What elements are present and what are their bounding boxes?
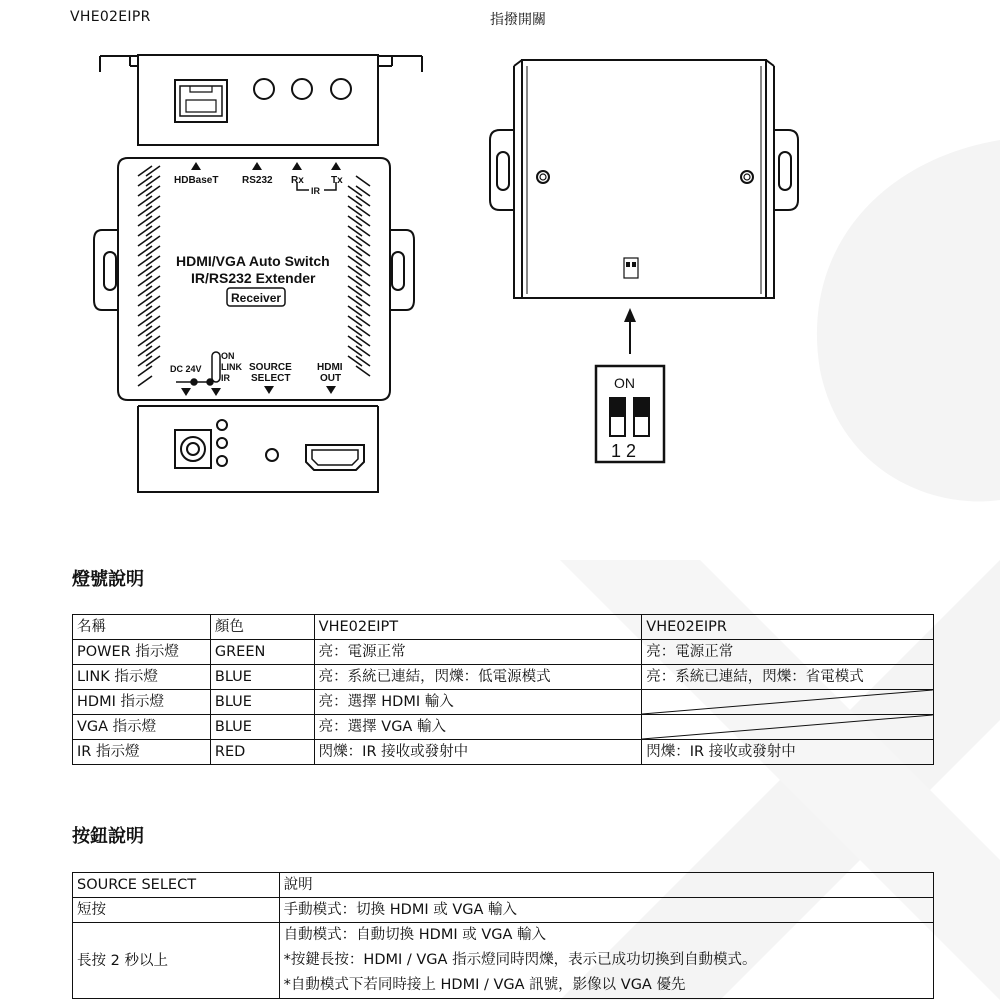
led-indicator-icon — [292, 79, 312, 99]
hdmi-port-icon — [306, 445, 364, 470]
table-row — [73, 715, 934, 740]
model-label: VHE02EIPR — [70, 9, 151, 25]
description-line: *按鍵長按：HDMI / VGA 指示燈同時閃爍，表示已成功切換到自動模式。 — [283, 952, 757, 968]
source-select-button-icon — [266, 449, 278, 461]
table-cell: 手動模式：切換 HDMI 或 VGA 輸入 — [279, 898, 933, 923]
table-header-cell: 顏色 — [210, 615, 314, 640]
dc-power-jack-icon — [175, 430, 211, 468]
led-label-on: ON — [221, 351, 235, 361]
table-header-row — [73, 873, 934, 898]
port-label-hdbaset: HDBaseT — [174, 175, 219, 186]
port-label-out: OUT — [320, 373, 342, 384]
led-spec-table — [72, 614, 934, 765]
table-cell: RED — [210, 740, 314, 765]
led-label-link: LINK — [221, 362, 242, 372]
table-row — [73, 640, 934, 665]
description-line: 自動模式：自動切換 HDMI 或 VGA 輸入 — [283, 927, 547, 943]
table-cell: HDMI 指示燈 — [73, 690, 211, 715]
table-cell: BLUE — [210, 665, 314, 690]
table-cell: BLUE — [210, 715, 314, 740]
device-title-line2: IR/RS232 Extender — [191, 270, 316, 286]
table-cell: BLUE — [210, 690, 314, 715]
device-title-line1: HDMI/VGA Auto Switch — [176, 253, 330, 269]
port-label-ir: IR — [311, 186, 320, 196]
led-indicator-icon — [254, 79, 274, 99]
table-header-cell: SOURCE SELECT — [73, 873, 280, 898]
table-cell: 閃爍：IR 接收或發射中 — [314, 740, 642, 765]
dip-switch-panel-view — [490, 60, 798, 462]
receiver-badge: Receiver — [231, 291, 282, 305]
table-cell: 亮：系統已連結，閃爍：低電源模式 — [314, 665, 642, 690]
table-row — [73, 923, 934, 999]
table-header-row — [73, 615, 934, 640]
table-cell: 亮：選擇 VGA 輸入 — [314, 715, 642, 740]
table-cell: 亮：電源正常 — [642, 640, 934, 665]
table-cell: 亮：系統已連結，閃爍：省電模式 — [642, 665, 934, 690]
table-cell: IR 指示燈 — [73, 740, 211, 765]
led-section-title: 燈號說明 — [72, 569, 144, 590]
led-label-ir: IR — [221, 373, 230, 383]
table-cell: 亮：選擇 HDMI 輸入 — [314, 690, 642, 715]
receiver-top-side-view — [100, 55, 422, 145]
dip-switch-numbers: 1 2 — [611, 441, 637, 461]
dip-switch-title: 指撥開關 — [490, 12, 546, 28]
table-row — [73, 740, 934, 765]
button-section-title: 按鈕說明 — [72, 826, 144, 847]
port-label-dc: DC 24V — [170, 364, 202, 374]
table-cell-not-applicable — [642, 715, 934, 740]
table-cell-not-applicable — [642, 690, 934, 715]
led-indicator-icon — [331, 79, 351, 99]
port-label-tx: Tx — [331, 175, 343, 186]
port-label-rx: Rx — [291, 175, 304, 186]
port-label-rs232: RS232 — [242, 175, 273, 186]
receiver-bottom-side-view — [138, 406, 378, 492]
table-header-cell: VHE02EIPT — [314, 615, 642, 640]
table-header-cell: VHE02EIPR — [642, 615, 934, 640]
table-cell: LINK 指示燈 — [73, 665, 211, 690]
table-header-cell: 名稱 — [73, 615, 211, 640]
table-cell: GREEN — [210, 640, 314, 665]
table-cell: 亮：電源正常 — [314, 640, 642, 665]
dip-switch-on-label: ON — [614, 375, 635, 391]
description-line: *自動模式下若同時接上 HDMI / VGA 訊號，影像以 VGA 優先 — [283, 977, 686, 993]
table-row — [73, 898, 934, 923]
table-cell: POWER 指示燈 — [73, 640, 211, 665]
led-indicator-icon — [217, 456, 227, 466]
table-row — [73, 665, 934, 690]
led-indicator-icon — [217, 438, 227, 448]
button-label-source: SOURCE — [249, 362, 292, 373]
button-label-select: SELECT — [251, 373, 291, 384]
port-label-hdmi: HDMI — [317, 362, 343, 373]
rj45-port-icon — [175, 80, 227, 122]
table-cell: 短按 — [73, 898, 280, 923]
table-cell: VGA 指示燈 — [73, 715, 211, 740]
table-cell: 閃爍：IR 接收或發射中 — [642, 740, 934, 765]
table-header-cell: 說明 — [279, 873, 933, 898]
button-spec-table — [72, 872, 934, 999]
table-row — [73, 690, 934, 715]
led-indicator-icon — [217, 420, 227, 430]
table-cell: 長按 2 秒以上 — [73, 923, 280, 999]
table-cell-multiline — [279, 923, 933, 999]
